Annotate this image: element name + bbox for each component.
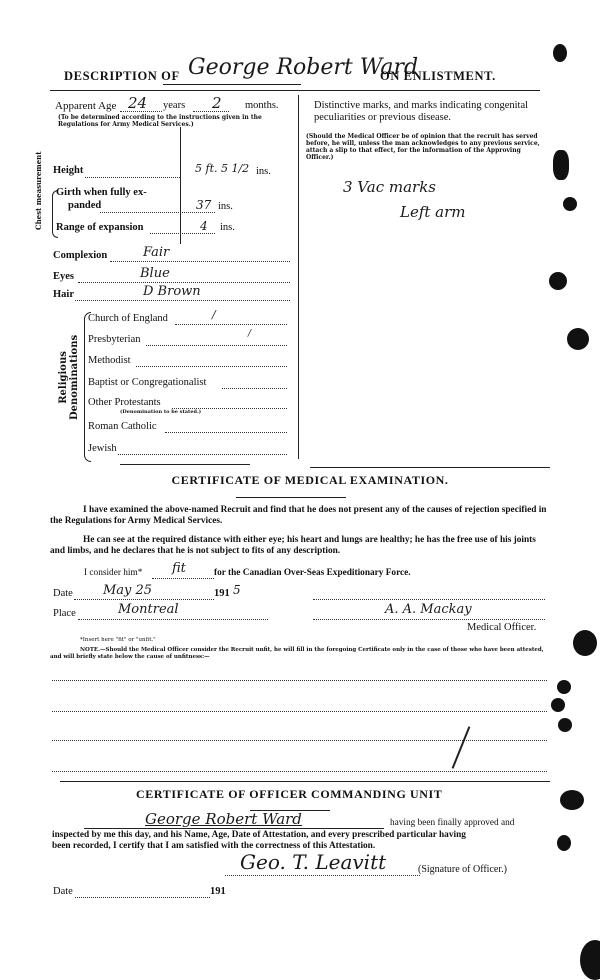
range-unit: ins. [220,222,235,233]
consider-line [152,578,214,579]
age-years-value: 24 [128,94,148,112]
punch-hole-mark [553,150,569,180]
punch-hole-mark [563,197,577,211]
place-label: Place [53,608,76,619]
commanding-text-1: having been finally approved and [390,818,515,828]
punch-hole-mark [549,272,567,290]
religion-label: Methodist [88,355,131,366]
commanding-year-prefix: 191 [210,886,226,897]
commanding-signature-line [225,875,420,876]
footnote-fit-unfit: *Insert here "fit" or "unfit." [80,637,156,643]
religion-label-2: Denominations [69,334,80,420]
age-note: (To be determined according to the instructions given in the Regulations for Army Medical Services.) [58,114,262,128]
religion-label: Other Protestants [88,397,161,408]
religion-line [165,432,287,433]
punch-hole-mark [580,940,600,980]
name-underline [163,84,301,85]
unfitness-line [52,680,547,681]
pen-stroke-mark [452,726,471,768]
medical-date-value: May 25 [103,583,153,598]
religion-label: Church of England [88,313,168,324]
medical-para-1: I have examined the above-named Recruit and find that he does not present any of the causes of rejection specified in the Regulations for Army Medical Services. [50,505,547,526]
age-months-value: 2 [212,94,222,112]
unfitness-line [52,771,547,772]
fitness-value: fit [172,561,186,576]
range-line [150,233,215,234]
section-rule-bottom [60,781,550,782]
measurement-divider [180,127,181,244]
unfitness-line [52,711,547,712]
signature-of-officer-label: (Signature of Officer.) [418,864,507,875]
commanding-date-line [75,897,210,898]
section-rule-right [310,467,550,468]
hair-label: Hair [53,289,74,300]
range-label: Range of expansion [56,222,144,233]
medical-year-value: 5 [233,583,241,597]
chest-measurement-label [34,152,43,230]
commanding-text-2: inspected by me this day, and his Name, Age, Date of Attestation, and every prescribed particular having [52,830,466,840]
chest-label-text: Chest measurement [34,151,43,230]
commanding-recruit-name: George Robert Ward [145,810,302,828]
eyes-label: Eyes [53,271,74,282]
hair-value: D Brown [143,284,201,299]
place-value: Montreal [118,602,179,617]
years-label: years [163,100,186,111]
punch-hole-mark [567,328,589,350]
religion-line [175,324,287,325]
column-divider [298,95,299,459]
unfitness-line [52,740,547,741]
distinctive-marks-line-1: 3 Vac marks [343,178,437,196]
girth-unit: ins. [218,201,233,212]
medical-signature-line-1 [313,599,545,600]
medical-date-label: Date [53,588,73,599]
distinctive-marks-heading: Distinctive marks, and marks indicating congenital peculiarities or previous disease. [314,100,529,123]
medical-para-2: He can see at the required distance with either eye; his heart and lungs are healthy; he has the free use of his joints and limbs, and he declares that he is not subject to fits of any description. [50,535,536,556]
hair-line [75,300,290,301]
religion-note: (Denomination to be stated.) [120,409,202,415]
place-line [78,619,268,620]
medical-officer-signature: A. A. Mackay [385,602,472,617]
medical-certificate-title: CERTIFICATE OF MEDICAL EXAMINATION. [171,473,449,487]
punch-hole-mark [558,718,572,732]
religion-line [118,454,287,455]
punch-hole-mark [557,680,571,694]
religion-label: Jewish [88,443,117,454]
eyes-line [78,282,290,283]
medical-year-prefix: 191 [214,588,230,599]
header-suffix: ON ENLISTMENT. [380,69,496,83]
punch-hole-mark [551,698,565,712]
girth-label-1: Girth when fully ex- [56,187,147,198]
medical-signature-line-2 [313,619,545,620]
girth-label-2: panded [68,200,102,211]
complexion-value: Fair [143,245,170,260]
consider-suffix: for the Canadian Over-Seas Expeditionary Force. [214,568,411,578]
height-line [85,177,180,178]
footnote-note: NOTE.—Should the Medical Officer consider the Recruit unfit, he will fill in the foregoing Certificate only in the case of those who have been attested, and will briefly state below the cause of unfitness:— [50,647,544,660]
medical-officer-title: Medical Officer. [467,622,537,633]
religion-label: Roman Catholic [88,421,157,432]
range-value: 4 [200,219,208,233]
recruit-name: George Robert Ward [188,55,419,80]
apparent-age-label: Apparent Age [55,100,117,112]
eyes-value: Blue [140,266,170,281]
girth-value: 37 [196,198,212,212]
medical-title-rule [236,497,346,498]
religion-label: Presbyterian [88,334,141,345]
commanding-officer-signature: Geo. T. Leavitt [240,850,387,874]
distinctive-marks-note: (Should the Medical Officer be of opinion that the recruit has served before, he will, unless the man acknowledges to any previous service, attach a slip to that effect, for the information of the Approving Officer.) [306,133,540,161]
height-label: Height [53,165,84,176]
punch-hole-mark [553,44,567,62]
age-months-line [193,111,229,112]
header-rule [50,90,540,91]
height-value: 5 ft. 5 1/2 [195,162,250,175]
complexion-label: Complexion [53,250,108,261]
commanding-name-line [84,828,384,829]
religion-group-label [58,335,80,420]
distinctive-marks-line-2: Left arm [400,203,466,221]
section-rule-left [120,464,250,465]
commanding-date-label: Date [53,886,73,897]
complexion-line [110,261,290,262]
commanding-text-3: been recorded, I certify that I am satisfied with the correctness of this Attestation. [52,841,376,851]
religion-line [222,388,287,389]
religion-label: Baptist or Congregationalist [88,377,207,388]
punch-hole-mark [573,630,597,656]
religion-mark: / [212,308,216,321]
consider-prefix: I consider him* [84,568,143,578]
commanding-certificate-title: CERTIFICATE OF OFFICER COMMANDING UNIT [136,787,443,801]
medical-date-line [74,599,214,600]
header-prefix: DESCRIPTION OF [64,69,180,83]
punch-hole-mark [557,835,571,851]
religion-label-1: Religious [58,351,69,404]
girth-line [100,212,215,213]
religion-line [146,345,287,346]
religion-mark: / [248,329,252,339]
punch-hole-mark [560,790,584,810]
months-label: months. [245,100,279,111]
height-unit: ins. [256,166,271,177]
religion-line [136,366,287,367]
